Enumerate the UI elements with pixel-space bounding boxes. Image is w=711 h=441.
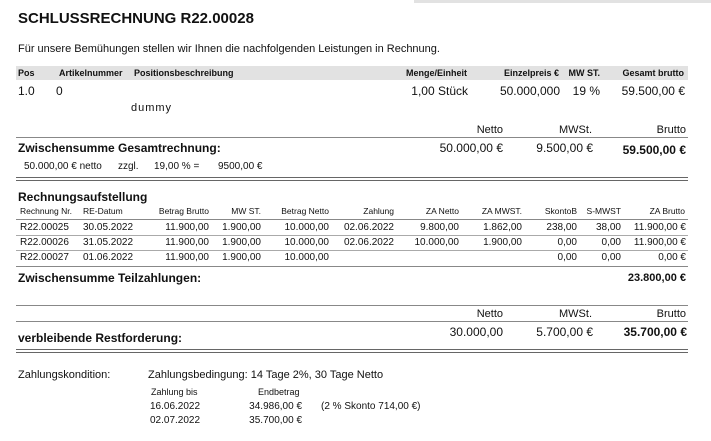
inv-col-za-brutto: ZA Brutto <box>649 206 685 216</box>
item-vat: 19 % <box>572 84 600 98</box>
inv-payment: 02.06.2022 <box>343 222 394 233</box>
document-title: SCHLUSSRECHNUNG R22.00028 <box>18 10 254 27</box>
col-unit-price: Einzelpreis € <box>503 68 559 78</box>
divider <box>16 137 688 138</box>
col-article: Artikelnummer <box>59 68 123 78</box>
inv-za-netto: 9.800,00 <box>420 222 459 233</box>
divider <box>16 250 688 251</box>
inv-za-mwst: 1.862,00 <box>483 222 522 233</box>
subtotal-detail-zzgl: zzgl. <box>118 161 139 172</box>
inv-za-mwst: 1.900,00 <box>483 237 522 248</box>
col-description: Positionsbeschreibung <box>134 68 234 78</box>
inv-mwst: 1.900,00 <box>222 237 261 248</box>
remaining-col-netto: Netto <box>476 308 503 320</box>
col-pos: Pos <box>18 68 35 78</box>
subtotal-brutto: 59.500,00 € <box>622 143 686 157</box>
partial-payments-value: 23.800,00 € <box>627 272 686 284</box>
terms-condition: Zahlungsbedingung: 14 Tage 2%, 30 Tage Netto <box>148 369 384 381</box>
divider <box>16 321 688 322</box>
remaining-label: verbleibende Restforderung: <box>18 331 183 345</box>
remaining-brutto: 35.700,00 € <box>623 325 687 339</box>
subtotal-detail-rate: 19,00 % = <box>154 161 200 172</box>
subtotal-mwst: 9.500,00 € <box>536 141 593 155</box>
inv-col-nr: Rechnung Nr. <box>20 206 72 216</box>
item-description: dummy <box>131 102 173 114</box>
col-total: Gesamt brutto <box>622 68 684 78</box>
subtotal-detail-amount: 9500,00 € <box>218 161 263 172</box>
remaining-netto: 30.000,00 <box>449 325 503 339</box>
header-bar <box>414 0 711 3</box>
col-vat: MW ST. <box>568 68 600 78</box>
inv-brutto: 11.900,00 <box>165 252 209 263</box>
terms-col-amount: Endbetrag <box>258 387 300 397</box>
inv-col-skonto: SkontoB <box>544 206 577 216</box>
inv-skonto: 0,00 <box>557 252 577 263</box>
inv-col-za-netto: ZA Netto <box>425 206 459 216</box>
inv-col-payment: Zahlung <box>363 206 394 216</box>
inv-date: 31.05.2022 <box>83 237 134 248</box>
inv-mwst: 1.900,00 <box>222 222 261 233</box>
subtotal-label: Zwischensumme Gesamtrechnung: <box>18 141 221 155</box>
inv-payment: 02.06.2022 <box>343 237 394 248</box>
terms-amount: 35.700,00 € <box>249 415 302 426</box>
subtotal-detail-netto: 50.000,00 € netto <box>24 161 102 172</box>
inv-skonto: 0,00 <box>557 237 577 248</box>
terms-amount: 34.986,00 € <box>249 401 302 412</box>
inv-col-mwst: MW ST. <box>231 206 261 216</box>
inv-netto: 10.000,00 <box>284 222 329 233</box>
inv-skonto: 238,00 <box>546 222 577 233</box>
divider <box>16 180 688 181</box>
divider <box>16 266 688 267</box>
inv-za-brutto: 0,00 € <box>658 252 686 263</box>
partial-payments-label: Zwischensumme Teilzahlungen: <box>18 271 202 285</box>
inv-s-mwst: 0,00 <box>601 237 621 248</box>
divider <box>16 177 688 178</box>
divider <box>16 349 688 350</box>
item-unit-price: 50.000,000 <box>499 84 560 98</box>
terms-date: 16.06.2022 <box>150 401 201 412</box>
inv-col-brutto: Betrag Brutto <box>158 206 209 216</box>
inv-za-netto: 10.000,00 <box>414 237 459 248</box>
remaining-col-brutto: Brutto <box>656 308 686 320</box>
remaining-mwst: 5.700,00 € <box>536 325 593 339</box>
subtotal-col-brutto: Brutto <box>656 124 686 136</box>
item-article: 0 <box>56 84 63 98</box>
inv-date: 01.06.2022 <box>83 252 134 263</box>
terms-col-date: Zahlung bis <box>151 387 198 397</box>
divider <box>16 305 688 306</box>
inv-col-za-mwst: ZA MWST. <box>481 206 522 216</box>
item-total: 59.500,00 € <box>621 84 685 98</box>
inv-col-s-mwst: S-MWST <box>586 206 621 216</box>
terms-date: 02.07.2022 <box>150 415 201 426</box>
remaining-col-mwst: MWSt. <box>559 308 592 320</box>
inv-s-mwst: 38,00 <box>595 222 621 233</box>
inv-za-brutto: 11.900,00 € <box>633 237 686 248</box>
subtotal-col-mwst: MWSt. <box>559 124 592 136</box>
inv-nr: R22.00025 <box>20 222 69 233</box>
inv-col-netto: Betrag Netto <box>281 206 329 216</box>
inv-col-date: RE-Datum <box>83 206 123 216</box>
inv-nr: R22.00026 <box>20 237 69 248</box>
invoices-heading: Rechnungsaufstellung <box>18 190 148 204</box>
inv-brutto: 11.900,00 <box>165 237 209 248</box>
inv-za-brutto: 11.900,00 € <box>633 222 686 233</box>
divider <box>16 352 688 353</box>
divider <box>16 235 688 236</box>
inv-brutto: 11.900,00 <box>165 222 209 233</box>
inv-s-mwst: 0,00 <box>601 252 621 263</box>
terms-label: Zahlungskondition: <box>18 369 111 381</box>
subtotal-netto: 50.000,00 € <box>439 141 503 155</box>
inv-netto: 10.000,00 <box>284 252 329 263</box>
item-pos: 1.0 <box>18 84 35 98</box>
terms-note: (2 % Skonto 714,00 €) <box>321 401 421 412</box>
inv-nr: R22.00027 <box>20 252 69 263</box>
inv-netto: 10.000,00 <box>284 237 329 248</box>
divider <box>16 219 688 220</box>
intro-text: Für unsere Bemühungen stellen wir Ihnen die nachfolgenden Leistungen in Rechnung. <box>18 43 440 55</box>
inv-mwst: 1.900,00 <box>222 252 261 263</box>
col-quantity: Menge/Einheit <box>405 68 467 78</box>
subtotal-col-netto: Netto <box>476 124 503 136</box>
item-quantity: 1,00 Stück <box>411 84 468 98</box>
inv-date: 30.05.2022 <box>83 222 134 233</box>
